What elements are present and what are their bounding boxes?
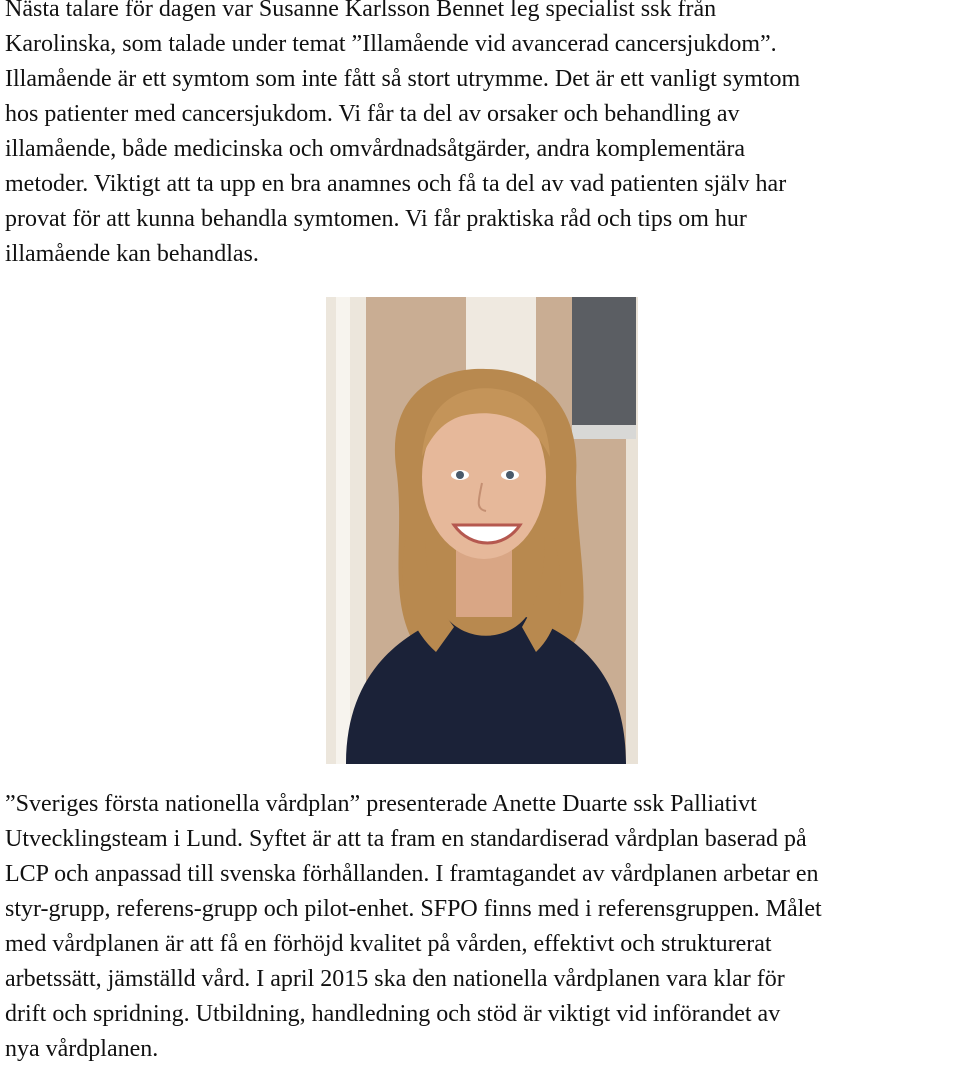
- text-line: styr-grupp, referens-grupp och pilot-enhet. SFPO finns med i referensgruppen. Målet: [5, 896, 822, 922]
- text-line: nya vårdplanen.: [5, 1036, 159, 1062]
- text-line: Illamående är ett symtom som inte fått så stort utrymme. Det är ett vanligt symtom: [5, 66, 801, 92]
- text-line: ”Sveriges första nationella vårdplan” presenterade Anette Duarte ssk Palliativt: [5, 791, 757, 817]
- text-line: Utvecklingsteam i Lund. Syftet är att ta fram en standardiserad vårdplan baserad på: [5, 826, 807, 852]
- loudspeaker-bracket: [572, 425, 636, 439]
- text-line: hos patienter med cancersjukdom. Vi får ta del av orsaker och behandling av: [5, 101, 740, 127]
- paragraph-speaker-2: [5, 787, 955, 1067]
- loudspeaker: [572, 297, 636, 439]
- door-frame-highlight: [336, 297, 350, 764]
- left-iris: [456, 471, 464, 479]
- right-iris: [506, 471, 514, 479]
- text-line: med vårdplanen är att få en förhöjd kvalitet på vården, effektivt och strukturerat: [5, 931, 772, 957]
- text-line: arbetssätt, jämställd vård. I april 2015 ska den nationella vårdplanen vara klar för: [5, 966, 785, 992]
- text-line: drift och spridning. Utbildning, handledning och stöd är viktigt vid införandet av: [5, 1001, 781, 1027]
- text-line: LCP och anpassad till svenska förhållanden. I framtagandet av vårdplanen arbetar en: [5, 861, 819, 887]
- text-line: Karolinska, som talade under temat ”Illamående vid avancerad cancersjukdom”.: [5, 31, 777, 57]
- speaker-photo: [326, 297, 638, 764]
- text-line: illamående, både medicinska och omvårdnadsåtgärder, andra komplementära: [5, 136, 746, 162]
- text-line: metoder. Viktigt att ta upp en bra anamnes och få ta del av vad patienten själv har: [5, 171, 787, 197]
- text-line: provat för att kunna behandla symtomen. Vi får praktiska råd och tips om hur: [5, 206, 747, 232]
- text-line: illamående kan behandlas.: [5, 241, 259, 267]
- portrait-illustration: [326, 297, 638, 764]
- text-line: Nästa talare för dagen var Susanne Karlsson Bennet leg specialist ssk från: [5, 0, 717, 22]
- paragraph-speaker-1: [5, 0, 955, 272]
